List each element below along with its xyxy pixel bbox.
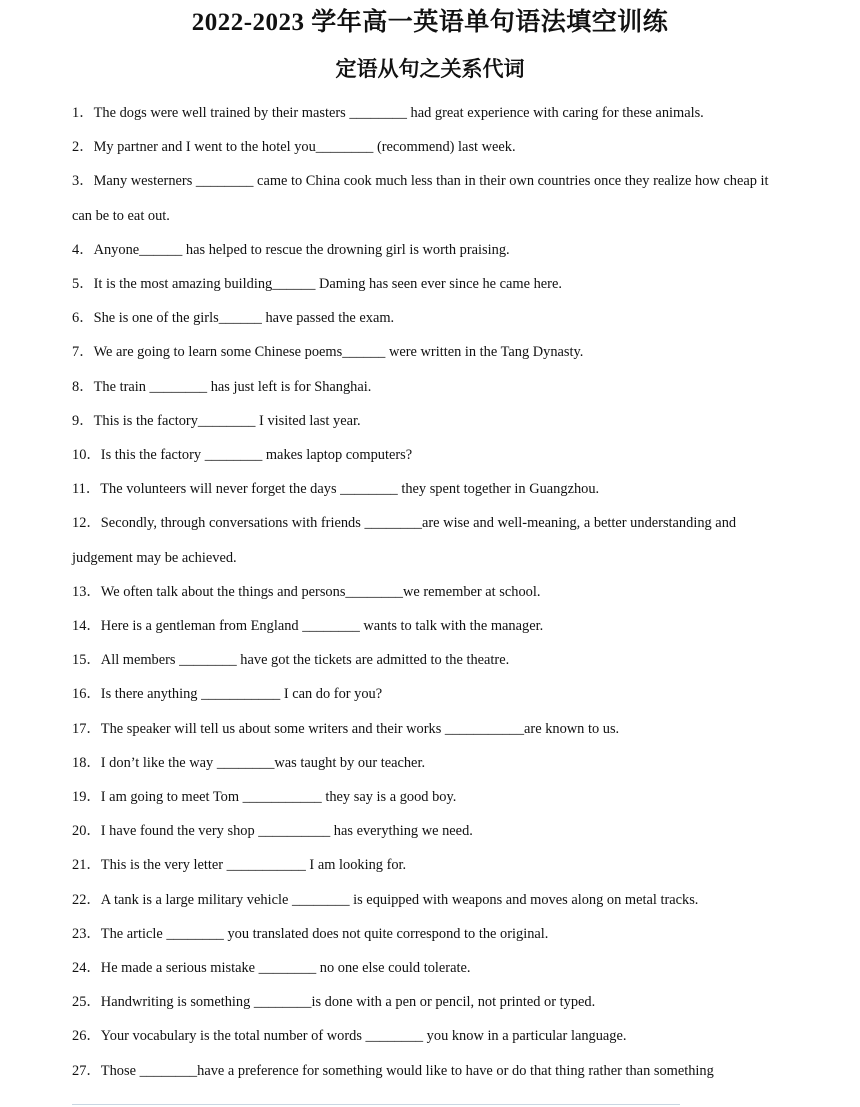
question-item <box>72 506 792 574</box>
question-item <box>72 335 792 369</box>
question-number: 10． <box>72 447 101 464</box>
question-text: The volunteers will never forget the days ________ they spent together in Guangzhou. <box>100 481 600 498</box>
question-text: I have found the very shop __________ has everything we need. <box>100 823 473 840</box>
question-number: 23． <box>72 925 101 942</box>
question-item <box>72 677 792 711</box>
question-text: Those ________have a preference for something would like to have or do that thing rather than something <box>100 1062 714 1079</box>
question-text: We are going to learn some Chinese poems______ were written in the Tang Dynasty. <box>93 344 584 361</box>
question-text: We often talk about the things and persons________we remember at school. <box>100 583 541 600</box>
question-item <box>72 301 792 335</box>
question-number: 8． <box>72 378 94 395</box>
question-number: 12． <box>72 515 101 532</box>
question-text: Is this the factory ________ makes laptop computers? <box>100 447 413 464</box>
question-text: Is there anything ___________ I can do for you? <box>100 686 383 703</box>
question-text: The train ________ has just left is for Shanghai. <box>93 378 372 395</box>
question-text: My partner and I went to the hotel you________ (recommend) last week. <box>93 139 516 156</box>
question-item <box>72 917 792 951</box>
question-text: This is the very letter ___________ I am looking for. <box>100 857 407 874</box>
question-text: Here is a gentleman from England ________ wants to talk with the manager. <box>100 618 544 635</box>
question-text: Handwriting is something ________is done with a pen or pencil, not printed or typed. <box>100 994 596 1011</box>
question-item <box>72 643 792 677</box>
page-title: 2022-2023 学年高一英语单句语法填空训练 <box>191 9 669 36</box>
question-text: It is the most amazing building______ Daming has seen ever since he came here. <box>93 276 562 293</box>
question-text: I don’t like the way ________was taught by our teacher. <box>100 754 426 771</box>
question-item <box>72 164 792 232</box>
question-number: 2． <box>72 139 94 156</box>
question-text: He made a serious mistake ________ no one else could tolerate. <box>100 960 471 977</box>
question-number: 11． <box>72 481 101 498</box>
question-item <box>72 1019 792 1053</box>
question-number: 3． <box>72 173 94 190</box>
question-text: The speaker will tell us about some writers and their works ___________are known to us. <box>100 720 620 737</box>
question-item <box>72 848 792 882</box>
question-number: 25． <box>72 994 101 1011</box>
question-item <box>72 472 792 506</box>
question-item <box>72 575 792 609</box>
question-number: 24． <box>72 960 101 977</box>
question-number: 27． <box>72 1062 101 1079</box>
question-item <box>72 96 792 130</box>
question-number: 26． <box>72 1028 101 1045</box>
question-item <box>72 370 792 404</box>
question-number: 6． <box>72 310 94 327</box>
question-item <box>72 609 792 643</box>
question-item <box>72 267 792 301</box>
question-list <box>72 96 792 1088</box>
question-number: 13． <box>72 583 101 600</box>
question-item <box>72 1054 792 1088</box>
question-item <box>72 130 792 164</box>
question-number: 1． <box>72 105 94 121</box>
question-text: The dogs were well trained by their masters ________ had great experience with caring for these animals. <box>93 105 704 121</box>
question-item <box>72 951 792 985</box>
question-item <box>72 404 792 438</box>
footer-divider <box>72 1104 680 1105</box>
question-item <box>72 746 792 780</box>
question-text: This is the factory________ I visited last year. <box>93 412 361 429</box>
page-subtitle: 定语从句之关系代词 <box>335 57 525 81</box>
question-text: The article ________ you translated does not quite correspond to the original. <box>100 925 549 942</box>
question-text: She is one of the girls______ have passed the exam. <box>93 310 395 327</box>
question-number: 7． <box>72 344 94 361</box>
question-text: Your vocabulary is the total number of words ________ you know in a particular language. <box>100 1028 627 1045</box>
question-item <box>72 814 792 848</box>
question-number: 19． <box>72 789 101 806</box>
question-item <box>72 985 792 1019</box>
question-item <box>72 233 792 267</box>
question-text: Many westerners ________ came to China cook much less than in their own countries once they realize how cheap it can be to eat out. <box>72 173 769 224</box>
question-number: 9． <box>72 412 94 429</box>
question-number: 18． <box>72 754 101 771</box>
question-number: 4． <box>72 241 94 258</box>
question-item <box>72 883 792 917</box>
question-item <box>72 780 792 814</box>
question-number: 21． <box>72 857 101 874</box>
question-number: 20． <box>72 823 101 840</box>
question-number: 5． <box>72 276 94 293</box>
question-number: 14． <box>72 618 101 635</box>
question-item <box>72 438 792 472</box>
question-item <box>72 712 792 746</box>
question-text: Anyone______ has helped to rescue the drowning girl is worth praising. <box>93 241 510 258</box>
question-text: I am going to meet Tom ___________ they say is a good boy. <box>100 789 457 806</box>
question-text: All members ________ have got the tickets are admitted to the theatre. <box>100 652 510 669</box>
question-text: Secondly, through conversations with friends ________are wise and well-meaning, a better understanding and judgement may be achieved. <box>72 515 737 566</box>
question-number: 22． <box>72 891 101 908</box>
question-text: A tank is a large military vehicle ________ is equipped with weapons and moves along on metal tracks. <box>100 891 699 908</box>
question-number: 16． <box>72 686 101 703</box>
question-number: 17． <box>72 720 101 737</box>
question-number: 15． <box>72 652 101 669</box>
